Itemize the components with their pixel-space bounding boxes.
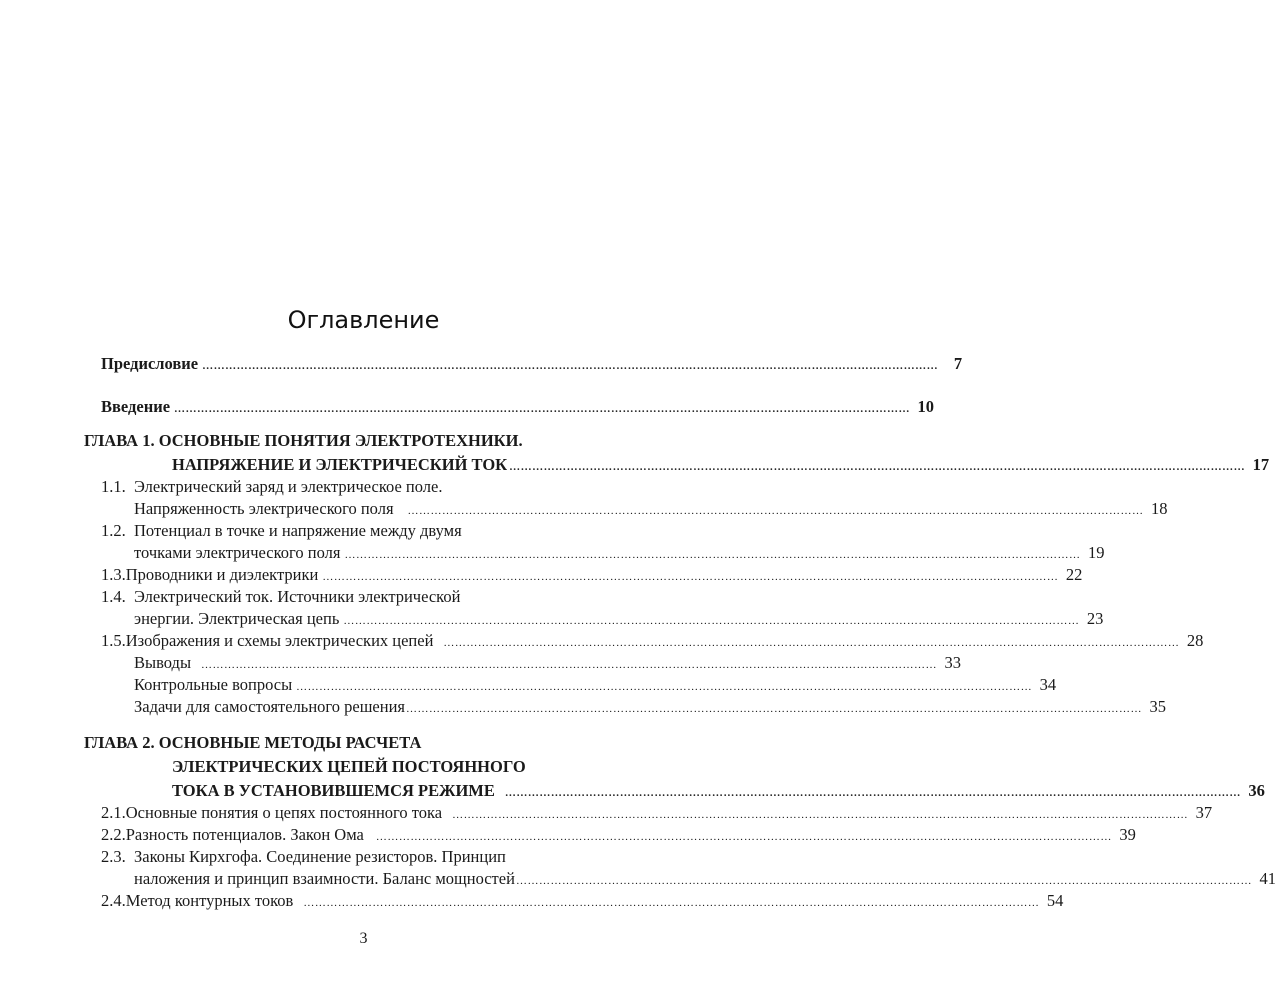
entry-title: Контрольные вопросы <box>134 675 293 694</box>
entry-page: 39 <box>1119 825 1136 844</box>
entry-title: Разность потенциалов. Закон Ома <box>125 825 364 844</box>
toc-entry-1-3[interactable] <box>101 564 1083 588</box>
entry-page: 33 <box>944 653 962 672</box>
dot-leader <box>322 566 1058 588</box>
entry-title: Напряженность электрического поля <box>134 499 394 518</box>
section-number: 1.4. <box>101 587 126 606</box>
dot-leader <box>443 632 1179 654</box>
entry-page: 35 <box>1149 697 1166 716</box>
entry-page: 23 <box>1086 609 1104 628</box>
entry-page: 10 <box>917 397 935 416</box>
entry-title: Изображения и схемы электрических цепей <box>125 631 434 650</box>
entry-title: энергии. Электрическая цепь <box>134 609 340 628</box>
entry-title: Основные понятия о цепях постоянного тока <box>125 803 443 822</box>
dot-leader <box>516 870 1252 892</box>
toc-entry-1-1[interactable] <box>101 476 624 498</box>
section-number: 2.4. <box>101 891 126 910</box>
entry-page: 54 <box>1046 891 1064 910</box>
entry-page: 28 <box>1186 631 1204 650</box>
entry-title: Метод контурных токов <box>125 891 294 910</box>
toc-entry-1-5[interactable] <box>101 630 1204 654</box>
entry-title: Задачи для самостоятельного решения <box>134 697 405 716</box>
dot-leader <box>303 892 1039 914</box>
section-number: 2.2. <box>101 825 126 844</box>
toc-entry-2-3-cont[interactable] <box>134 868 1276 892</box>
chapter-title: ОСНОВНЫЕ МЕТОДЫ РАСЧЕТА <box>158 733 422 752</box>
page-number: 3 <box>359 930 368 947</box>
entry-page: 19 <box>1087 543 1105 562</box>
entry-title: Электрический заряд и электрическое поле. <box>134 477 443 496</box>
entry-page: 34 <box>1039 675 1057 694</box>
dot-leader <box>201 654 937 676</box>
dot-leader <box>408 500 1144 522</box>
chapter-label: ГЛАВА 2. <box>84 733 155 752</box>
toc-entry-self-study-problems[interactable] <box>134 696 1166 720</box>
entry-page: 36 <box>1248 781 1265 800</box>
dot-leader <box>343 610 1079 632</box>
toc-entry-introduction[interactable] <box>101 396 935 420</box>
toc-entry-1-4-cont[interactable] <box>134 608 1104 632</box>
dot-leader <box>376 826 1112 848</box>
dot-leader <box>452 804 1188 826</box>
section-number: 1.1. <box>101 477 126 496</box>
chapter-1-heading-line2[interactable] <box>172 454 1270 478</box>
entry-title: Выводы <box>134 653 192 672</box>
dot-leader <box>202 355 938 377</box>
dot-leader <box>174 398 910 420</box>
chapter-title: НАПРЯЖЕНИЕ И ЭЛЕКТРИЧЕСКИЙ ТОК <box>172 455 508 474</box>
toc-entry-1-2-cont[interactable] <box>134 542 1105 566</box>
entry-title: Предисловие <box>101 354 199 373</box>
toc-entry-2-3[interactable] <box>101 846 624 868</box>
toc-entry-1-2[interactable] <box>101 520 624 542</box>
chapter-title: ТОКА В УСТАНОВИВШЕМСЯ РЕЖИМЕ <box>172 781 495 800</box>
toc-entry-review-questions[interactable] <box>134 674 1057 698</box>
dot-leader <box>344 544 1080 566</box>
entry-title: Потенциал в точке и напряжение между двумя <box>134 521 462 540</box>
entry-page: 22 <box>1065 565 1083 584</box>
entry-page: 41 <box>1259 869 1276 888</box>
section-number: 2.3. <box>101 847 126 866</box>
toc-entry-preface[interactable] <box>101 353 963 377</box>
chapter-title: ЭЛЕКТРИЧЕСКИХ ЦЕПЕЙ ПОСТОЯННОГО <box>172 757 526 776</box>
toc-entry-1-4[interactable] <box>101 586 624 608</box>
dot-leader <box>509 456 1245 478</box>
toc-entry-2-1[interactable] <box>101 802 1213 826</box>
toc-entry-conclusions[interactable] <box>134 652 962 676</box>
dot-leader <box>505 782 1241 804</box>
chapter-label: ГЛАВА 1. <box>84 431 155 450</box>
section-number: 1.2. <box>101 521 126 540</box>
toc-entry-1-1-cont[interactable] <box>134 498 1168 522</box>
dot-leader <box>296 676 1032 698</box>
entry-title: Электрический ток. Источники электрической <box>134 587 461 606</box>
entry-page: 7 <box>953 354 963 373</box>
chapter-1-heading-line1[interactable] <box>84 430 624 452</box>
section-number: 2.1. <box>101 803 126 822</box>
chapter-title: ОСНОВНЫЕ ПОНЯТИЯ ЭЛЕКТРОТЕХНИКИ. <box>158 431 523 450</box>
entry-title: точками электрического поля <box>134 543 341 562</box>
entry-title: Проводники и диэлектрики <box>125 565 319 584</box>
entry-page: 17 <box>1252 455 1270 474</box>
toc-entry-2-2[interactable] <box>101 824 1136 848</box>
dot-leader <box>406 698 1142 720</box>
entry-page: 18 <box>1151 499 1168 518</box>
entry-title: наложения и принцип взаимности. Баланс мощностей <box>134 869 515 888</box>
chapter-2-heading-line3[interactable] <box>172 780 1265 804</box>
entry-title: Законы Кирхгофа. Соединение резисторов. Принцип <box>134 847 506 866</box>
toc-entry-2-4[interactable] <box>101 890 1064 914</box>
chapter-2-heading-line2[interactable] <box>172 756 624 778</box>
entry-page: 37 <box>1195 803 1213 822</box>
section-number: 1.5. <box>101 631 126 650</box>
chapter-2-heading-line1[interactable] <box>84 732 624 754</box>
toc-heading: Оглавление <box>287 306 440 334</box>
section-number: 1.3. <box>101 565 126 584</box>
entry-title: Введение <box>101 397 171 416</box>
